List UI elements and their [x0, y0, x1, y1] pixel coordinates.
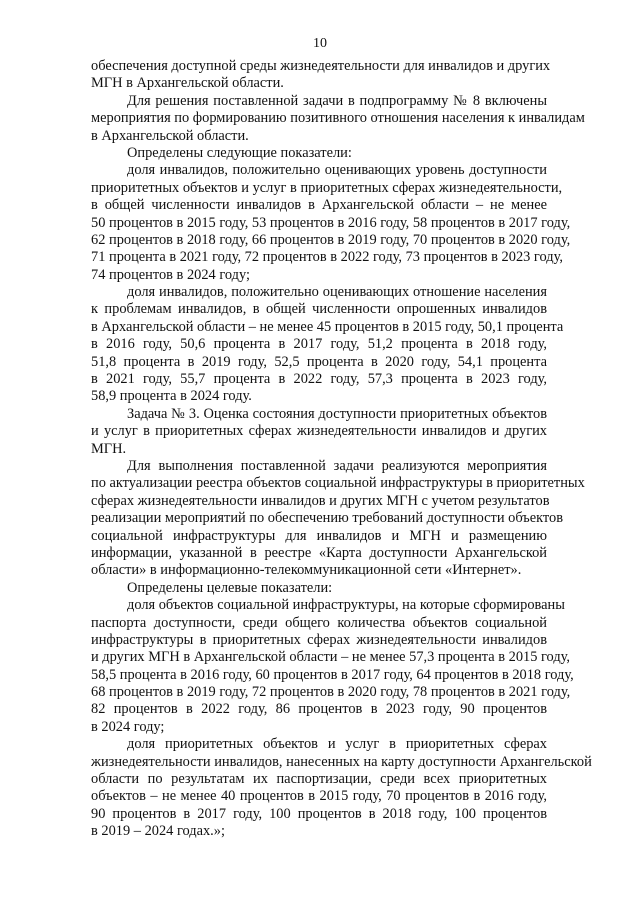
text-line: доля объектов социальной инфраструктуры, на которые сформированы: [127, 597, 565, 614]
text-line: 82 процентов в 2022 году, 86 процентов в 2023 году, 90 процентов: [91, 701, 547, 718]
text-line: в Архангельской области.: [91, 127, 249, 144]
text-line: социальной инфраструктуры для инвалидов и МГН и размещению: [91, 527, 547, 544]
text-line: и других МГН в Архангельской области – не менее 57,3 процента в 2015 году,: [91, 649, 571, 666]
text-line: обеспечения доступной среды жизнедеятельности для инвалидов и других: [91, 58, 551, 74]
text-line: жизнедеятельности инвалидов, нанесенных на карту доступности Архангельской: [91, 753, 592, 770]
text-line: 50 процентов в 2015 году, 53 процентов в 2016 году, 58 процентов в 2017 году,: [91, 214, 571, 231]
text-line: паспорта доступности, среди общего количества объектов социальной: [91, 614, 547, 631]
text-line: в 2016 году, 50,6 процента в 2017 году, 51,2 процента в 2018 году,: [91, 336, 547, 353]
text-line: и услуг в приоритетных сферах жизнедеятельности инвалидов и других: [91, 423, 547, 440]
text-line: сферах жизнедеятельности инвалидов и других МГН с учетом результатов: [91, 492, 550, 509]
text-line: в 2024 году;: [91, 718, 165, 735]
text-line: информации, указанной в реестре «Карта доступности Архангельской: [91, 544, 547, 561]
text-line: в 2021 году, 55,7 процента в 2022 году, 57,3 процента в 2023 году,: [91, 371, 547, 388]
text-line: 71 процента в 2021 году, 72 процентов в 2022 году, 73 процентов в 2023 году,: [91, 249, 563, 266]
text-line: Определены целевые показатели:: [127, 579, 333, 596]
text-line: 58,5 процента в 2016 году, 60 процентов в 2017 году, 64 процентов в 2018 году,: [91, 666, 574, 683]
text-line: в 2019 – 2024 годах.»;: [91, 823, 225, 840]
text-line: Задача № 3. Оценка состояния доступности приоритетных объектов: [127, 405, 547, 422]
text-line: доля приоритетных объектов и услуг в приоритетных сферах: [127, 736, 547, 753]
text-line: в Архангельской области – не менее 45 процентов в 2015 году, 50,1 процента: [91, 318, 564, 335]
text-line: 90 процентов в 2017 году, 100 процентов в 2018 году, 100 процентов: [91, 805, 547, 822]
text-line: Определены следующие показатели:: [127, 144, 352, 161]
text-line: Для выполнения поставленной задачи реализуются мероприятия: [127, 457, 547, 474]
text-line: объектов – не менее 40 процентов в 2015 году, 70 процентов в 2016 году,: [91, 788, 547, 805]
text-line: МГН в Архангельской области.: [91, 75, 284, 92]
text-line: доля инвалидов, положительно оценивающих отношение населения: [127, 284, 547, 301]
text-line: реализации мероприятий по обеспечению требований доступности объектов: [91, 510, 564, 527]
text-line: 51,8 процента в 2019 году, 52,5 процента в 2020 году, 54,1 процента: [91, 353, 547, 370]
text-line: мероприятия по формированию позитивного отношения населения к инвалидам: [91, 110, 585, 127]
text-line: доля инвалидов, положительно оценивающих уровень доступности: [127, 162, 547, 179]
text-line: области» в информационно-телекоммуникационной сети «Интернет».: [91, 562, 522, 579]
text-line: инфраструктуры в приоритетных сферах жизнедеятельности инвалидов: [91, 631, 547, 648]
text-line: области по результатам их паспортизации, среди всех приоритетных: [91, 771, 547, 788]
text-line: 74 процентов в 2024 году;: [91, 266, 250, 283]
text-line: 68 процентов в 2019 году, 72 процентов в 2020 году, 78 процентов в 2021 году,: [91, 684, 571, 701]
page-number: 10: [313, 36, 327, 51]
text-line: в общей численности инвалидов в Архангельской области – не менее: [91, 197, 547, 214]
text-line: по актуализации реестра объектов социальной инфраструктуры в приоритетных: [91, 475, 585, 492]
text-line: 62 процентов в 2018 году, 66 процентов в 2019 году, 70 процентов в 2020 году,: [91, 231, 571, 248]
text-line: к проблемам инвалидов, в общей численности опрошенных инвалидов: [91, 301, 547, 318]
text-line: приоритетных объектов и услуг в приоритетных сферах жизнедеятельности,: [91, 179, 563, 196]
text-line: МГН.: [91, 440, 127, 457]
text-line: 58,9 процента в 2024 году.: [91, 388, 252, 405]
text-line: Для решения поставленной задачи в подпрограмму № 8 включены: [127, 92, 547, 109]
document-body: [91, 58, 592, 841]
